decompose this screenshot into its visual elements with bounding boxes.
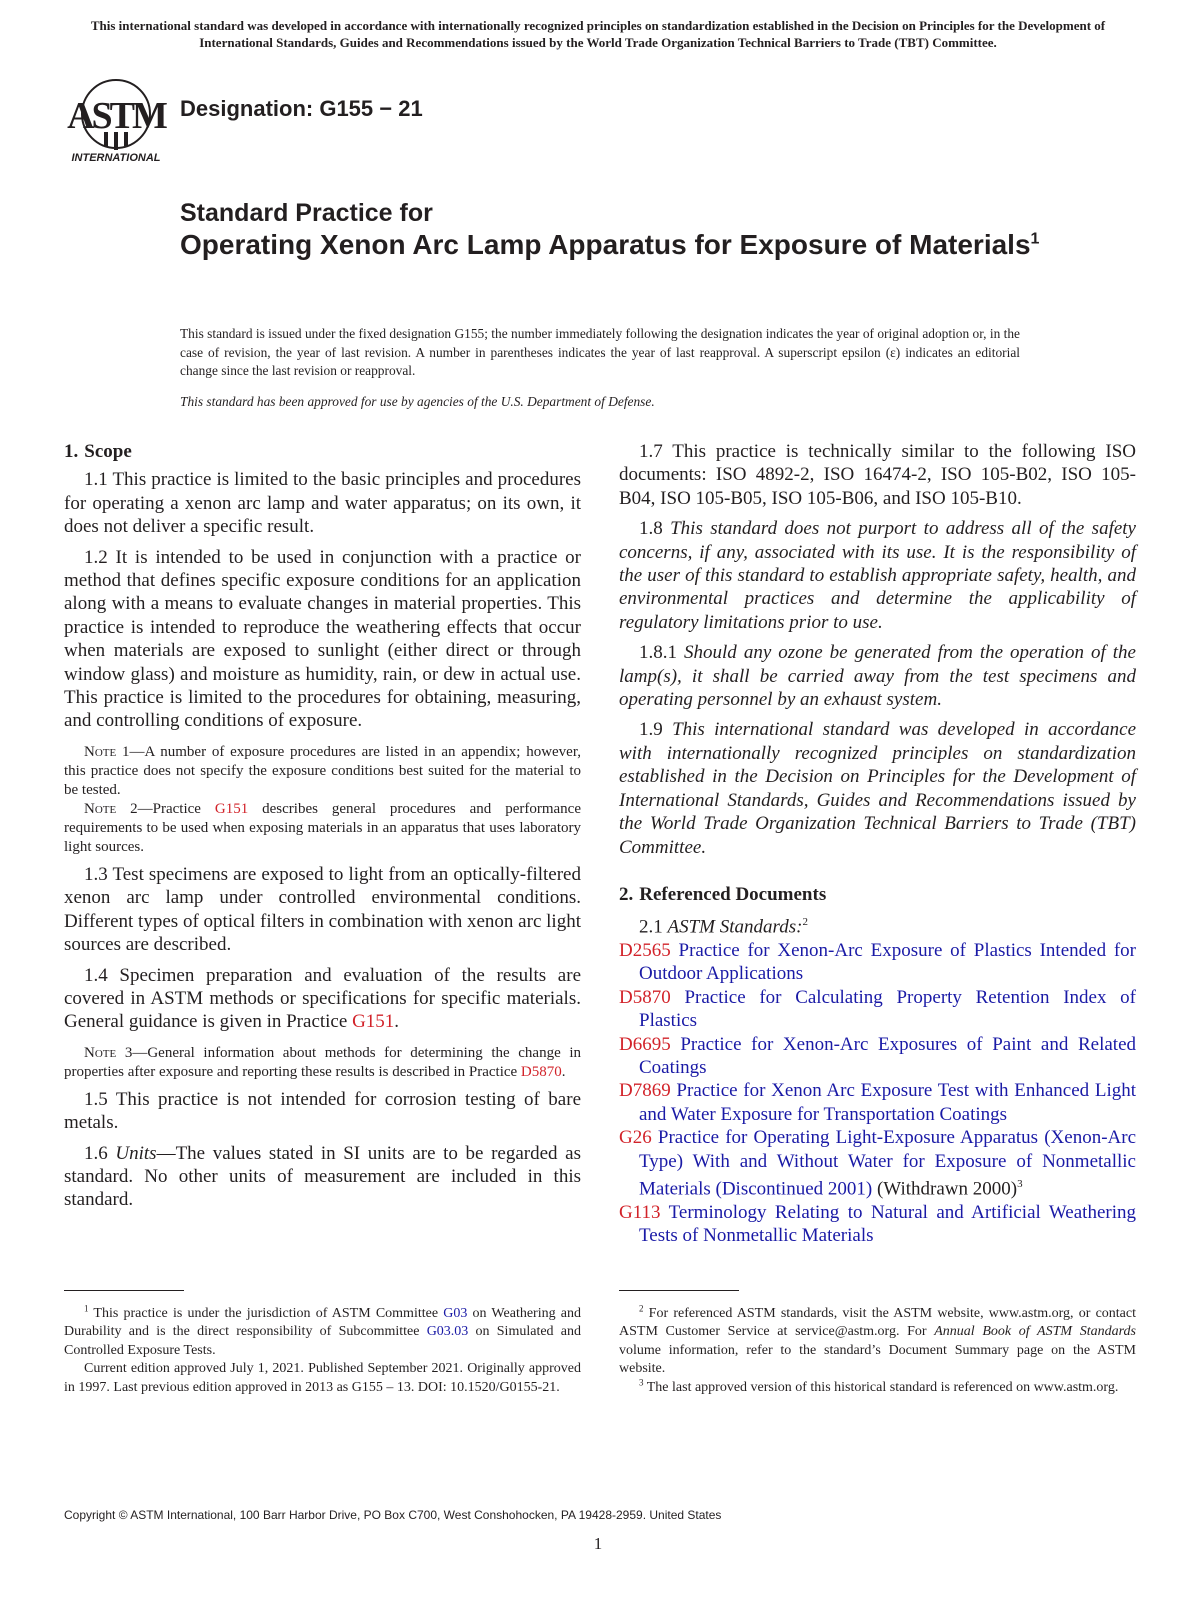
- svg-text:ASTM: ASTM: [67, 95, 165, 137]
- paragraph-2-1: [619, 911, 1136, 939]
- paragraph-label: ASTM Standards:: [667, 916, 803, 938]
- reference-item: [619, 1033, 1136, 1080]
- reference-suffix: (Withdrawn 2000): [872, 1178, 1018, 1200]
- reference-code-link[interactable]: D7869: [619, 1080, 671, 1102]
- section-heading-scope: [64, 440, 581, 463]
- astm-logo: [64, 72, 168, 168]
- tbt-banner: This international standard was developed in accordance with internationally recognized principles on standardization established in the Decision on Principles for the Development of International Standards, Guides and Recommendations issued by the World Trade Organization Technical Barriers to Trade (TBT) Committee.: [90, 18, 1106, 50]
- note-text: —General information about methods for determining the change in properties after exposure and reporting these results is described in Practice: [64, 1044, 581, 1080]
- paragraph-1-8-1: [619, 641, 1136, 711]
- left-column: [64, 440, 581, 1219]
- footnote-3: [619, 1376, 1136, 1397]
- link-g03-03[interactable]: G03.03: [426, 1324, 469, 1340]
- paragraph-1-4: [64, 964, 581, 1034]
- right-column: [619, 440, 1136, 1248]
- designation: Designation: G155 − 21: [180, 96, 423, 121]
- reference-code-link[interactable]: G113: [619, 1201, 661, 1223]
- paragraph-1-1: 1.1 This practice is limited to the basic principles and procedures for operating a xenon arc lamp and water apparatus; on its own, it does not deliver a specific result.: [64, 469, 581, 538]
- paragraph-text: —The values stated in SI units are to be regarded as standard. No other units of measurement are included in this standard.: [64, 1142, 581, 1211]
- notes-group-1: [64, 743, 581, 857]
- footnote-divider-left: [64, 1290, 184, 1291]
- reference-title-link[interactable]: Practice for Operating Light-Exposure Apparatus (Xenon-Arc Type) With and Without Water for Exposure of Nonmetallic Materials (Discontinued 2001): [639, 1127, 1137, 1200]
- footnote-divider-right: [619, 1290, 739, 1291]
- paragraph-text: 1.4 Specimen preparation and evaluation of the results are covered in ASTM methods or specifications for specific materials. General guidance is given in Practice: [64, 964, 581, 1033]
- footnotes-left: [64, 1305, 581, 1397]
- reference-item: [619, 1126, 1136, 1201]
- svg-text:INTERNATIONAL: INTERNATIONAL: [71, 152, 161, 164]
- footnote-1: [64, 1305, 581, 1360]
- paragraph-1-6: [64, 1142, 581, 1212]
- footnote-text: on Weathering and Durability and is the direct responsibility of Subcommittee: [64, 1306, 581, 1340]
- note-label: Note 1: [84, 743, 130, 760]
- title-main: [180, 228, 1060, 261]
- footnote-text: For referenced ASTM standards, visit the ASTM website, www.astm.org, or contact ASTM Customer Service at service@astm.org. For: [619, 1306, 1136, 1340]
- link-d5870[interactable]: D5870: [520, 1063, 562, 1080]
- reference-item: [619, 1079, 1136, 1126]
- section-heading-referenced-documents: [619, 883, 1136, 906]
- note-2: [64, 800, 581, 857]
- note-label: Note 2: [84, 800, 138, 817]
- reference-title-link[interactable]: Practice for Xenon-Arc Exposure of Plastics Intended for Outdoor Applications: [639, 940, 1137, 985]
- footnote-text: volume information, refer to the standard’s Document Summary page on the ASTM website.: [619, 1342, 1136, 1377]
- title-prefix: Standard Practice for: [180, 199, 433, 227]
- footnote-ref-3[interactable]: 3: [1017, 1178, 1023, 1191]
- paragraph-1-7: 1.7 This practice is technically similar to the following ISO documents: ISO 4892-2, ISO 16474-2, ISO 105-B02, ISO 105-B04, ISO 105-B05, ISO 105-B06, and ISO 105-B10.: [619, 441, 1136, 509]
- notes-group-2: [64, 1044, 581, 1082]
- footnote-text: This practice is under the jurisdiction of ASTM Committee: [88, 1306, 444, 1321]
- reference-title-link[interactable]: Practice for Xenon-Arc Exposures of Paint and Related Coatings: [639, 1033, 1136, 1079]
- document-title: [180, 198, 1060, 261]
- footnote-1-edition: Current edition approved July 1, 2021. Published September 2021. Originally approved in 1997. Last previous edition approved in 2013 as G155 – 13. DOI: 10.1520/G0155-21.: [64, 1361, 581, 1395]
- reference-code-link[interactable]: D6695: [619, 1033, 671, 1055]
- section-number: 2.: [619, 883, 634, 905]
- paragraph-1-8: [619, 517, 1136, 634]
- link-g151[interactable]: G151: [214, 800, 249, 817]
- section-title: Scope: [84, 441, 132, 462]
- footnote-text: on Simulated and Controlled Exposure Tests.: [64, 1324, 581, 1358]
- footnote-ref-2[interactable]: 2: [802, 916, 808, 929]
- reference-item: [619, 1201, 1136, 1248]
- reference-title-link[interactable]: Terminology Relating to Natural and Artificial Weathering Tests of Nonmetallic Materials: [639, 1201, 1136, 1247]
- footnote-marker: 3: [639, 1376, 644, 1387]
- paragraph-1-5: 1.5 This practice is not intended for corrosion testing of bare metals.: [64, 1088, 581, 1134]
- paragraph-text: This international standard was developed in accordance with internationally recognized principles on standardization established in the Decision on Principles for the Development of International Standards, Guides and Recommendations issued by the World Trade Organization Technical Barriers to Trade (TBT) Committee.: [619, 719, 1136, 858]
- title-footnote-ref[interactable]: 1: [1030, 230, 1040, 248]
- note-text: —A number of exposure procedures are listed in an appendix; however, this practice does not specify the exposure conditions best suited for the material to be tested.: [64, 743, 581, 798]
- paragraph-text: .: [394, 1011, 400, 1033]
- reference-title-link[interactable]: Practice for Calculating Property Retention Index of Plastics: [639, 986, 1137, 1032]
- note-1: [64, 743, 581, 800]
- note-text: .: [561, 1063, 566, 1080]
- paragraph-label: Units: [115, 1142, 157, 1164]
- copyright-notice: Copyright © ASTM International, 100 Barr Harbor Drive, PO Box C700, West Conshohocken, PA 19428-2959. United States: [64, 1508, 722, 1522]
- note-text: —Practice: [137, 800, 215, 817]
- paragraph-1-2: 1.2 It is intended to be used in conjunction with a practice or method that defines specific exposure conditions for an application along with a means to evaluate changes in material properties. This practice is intended to reproduce the weathering effects that occur when materials are exposed to sunlight (either direct or through window glass) and moisture as humidity, rain, or dew in actual use. This practice is limited to the procedures for obtaining, measuring, and controlling conditions of exposure.: [64, 546, 581, 732]
- paragraph-number: 1.8.1: [639, 642, 685, 664]
- reference-item: [619, 939, 1136, 986]
- page-number: 1: [593, 1534, 603, 1553]
- dod-approval: This standard has been approved for use by agencies of the U.S. Department of Defense.: [180, 394, 655, 409]
- paragraph-number: 2.1: [639, 916, 668, 938]
- reference-item: [619, 986, 1136, 1033]
- footnotes-right: [619, 1305, 1136, 1397]
- note-3: [64, 1044, 581, 1082]
- paragraph-text: This standard does not purport to address all of the safety concerns, if any, associated with its use. It is the responsibility of the user of this standard to establish appropriate safety, health, and environmental practices and determine the applicability of regulatory limitations prior to use.: [619, 518, 1136, 633]
- reference-title-link[interactable]: Practice for Xenon Arc Exposure Test with Enhanced Light and Water Exposure for Transportation Coatings: [639, 1080, 1136, 1125]
- reference-code-link[interactable]: D2565: [619, 940, 671, 962]
- paragraph-1-3: 1.3 Test specimens are exposed to light from an optically-filtered xenon arc lamp under controlled environmental conditions. Different types of optical filters in combination with xenon arc light sources are described.: [64, 863, 581, 956]
- footnote-marker: 1: [84, 1303, 89, 1314]
- title-main-text: Operating Xenon Arc Lamp Apparatus for Exposure of Materials: [180, 229, 1031, 260]
- reference-code-link[interactable]: G26: [619, 1127, 652, 1149]
- footnote-text: The last approved version of this historical standard is referenced on www.astm.org.: [643, 1379, 1119, 1395]
- paragraph-number: 1.9: [639, 719, 673, 741]
- section-number: 1.: [64, 441, 79, 462]
- reference-list: [619, 939, 1136, 1248]
- footnote-italic-text: Annual Book of ASTM Standards: [934, 1324, 1136, 1340]
- paragraph-1-9: [619, 718, 1136, 858]
- paragraph-number: 1.8: [639, 518, 671, 540]
- link-g151[interactable]: G151: [352, 1011, 395, 1033]
- note-label: Note 3: [84, 1044, 133, 1061]
- paragraph-text: Should any ozone be generated from the operation of the lamp(s), it shall be carried away from the test specimens and operating personnel by an exhaust system.: [619, 642, 1136, 711]
- footnote-2: [619, 1305, 1136, 1379]
- paragraph-number: 1.6: [84, 1142, 116, 1164]
- footnote-marker: 2: [639, 1303, 644, 1314]
- section-title: Referenced Documents: [639, 883, 827, 905]
- preface: This standard is issued under the fixed designation G155; the number immediately following the designation indicates the year of original adoption or, in the case of revision, the year of last revision. A number in parentheses indicates the year of last reapproval. A superscript epsilon (ε) indicates an editorial change since the last revision or reapproval.: [180, 326, 1020, 378]
- link-g03[interactable]: G03: [443, 1306, 468, 1321]
- note-text: describes general procedures and performance requirements to be used when exposing materials in an apparatus that uses laboratory light sources.: [64, 800, 581, 855]
- reference-code-link[interactable]: D5870: [619, 986, 671, 1008]
